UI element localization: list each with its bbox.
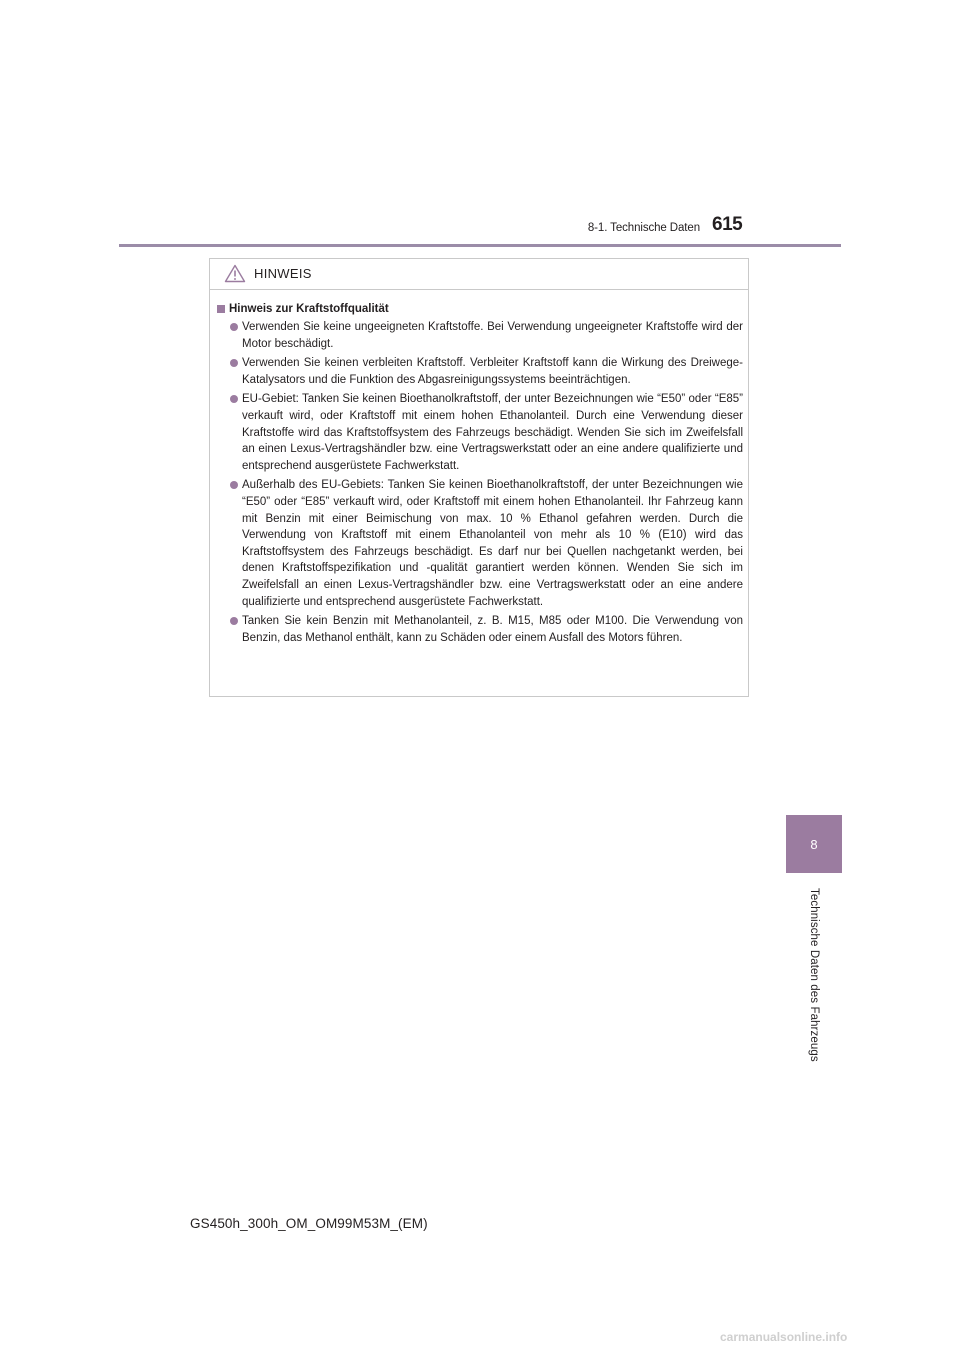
square-bullet-icon [217, 305, 225, 313]
notice-label: HINWEIS [254, 266, 312, 281]
page-number: 615 [712, 214, 743, 235]
warning-triangle-icon [224, 264, 246, 283]
fuel-quality-section [217, 303, 745, 649]
list-item: Verwenden Sie keine ungeeigneten Kraftstoffe. Bei Verwendung ungeeigneter Kraftstoffe wird der Motor beschädigt. [217, 319, 745, 352]
bullet-dot-icon [230, 359, 238, 367]
bullet-dot-icon [230, 617, 238, 625]
header-divider [119, 244, 841, 247]
list-item: Tanken Sie kein Benzin mit Methanolanteil, z. B. M15, M85 oder M100. Die Verwendung von Benzin, das Methanol enthält, kann zu Schäden oder einem Ausfall des Motors führen. [217, 613, 745, 646]
notice-list [217, 319, 745, 646]
list-item: Verwenden Sie keinen verbleiten Kraftstoff. Verbleiter Kraftstoff kann die Wirkung des Dreiwege-Katalysators und die Funktion des Abgasreinigungssystems beeinträchtigen. [217, 355, 745, 388]
chapter-tab [786, 815, 842, 873]
bullet-dot-icon [230, 323, 238, 331]
section-title-text: Hinweis zur Kraftstoffqualität [229, 303, 389, 315]
chapter-title: Technische Daten des Fahrzeugs [808, 888, 820, 1062]
notice-header [210, 259, 748, 290]
running-header-section: 8-1. Technische Daten [587, 222, 700, 234]
bullet-dot-icon [230, 395, 238, 403]
bullet-dot-icon [230, 481, 238, 489]
section-title [217, 303, 745, 315]
list-item: EU-Gebiet: Tanken Sie keinen Bioethanolkraftstoff, der unter Bezeichnungen wie “E50” oder “E85” verkauft wird, oder Kraftstoff mit einem hohen Ethanolanteil. Durch eine Verwendung dieser Kraftstoffe wird das Kraftstoffsystem des Fahrzeugs beschädigt. Wenden Sie sich im Zweifelsfall an einen Lexus-Vertragshändler bzw. eine Vertragswerkstatt oder an eine andere qualifizierte und entsprechend ausgerüstete Fachwerkstatt. [217, 391, 745, 474]
list-item: Außerhalb des EU-Gebiets: Tanken Sie keinen Bioethanolkraftstoff, der unter Bezeichnungen wie “E50” oder “E85” verkauft wird, oder Kraftstoff mit einem hohen Ethanolanteil. Ihr Fahrzeug kann mit Benzin mit einer Beimischung von max. 10 % Ethanol gefahren werden. Durch die Verwendung von Kraftstoff mit einem Ethanolanteil von mehr als 10 % (E10) wird das Kraftstoffsystem des Fahrzeugs beschädigt. Es darf nur bei Quellen nachgetankt werden, bei denen Kraftstoffspezifikation und -qualität garantiert werden können. Wenden Sie sich im Zweifelsfall an einen Lexus-Vertragshändler bzw. eine Vertragswerkstatt oder an eine andere qualifizierte und entsprechend ausgerüstete Fachwerkstatt. [217, 477, 745, 610]
watermark: carmanualsonline.info [720, 1330, 848, 1344]
chapter-number: 8 [810, 836, 818, 852]
chapter-side-title [786, 880, 842, 1070]
notice-box [209, 258, 749, 697]
document-code: GS450h_300h_OM_OM99M53M_(EM) [190, 1216, 428, 1231]
